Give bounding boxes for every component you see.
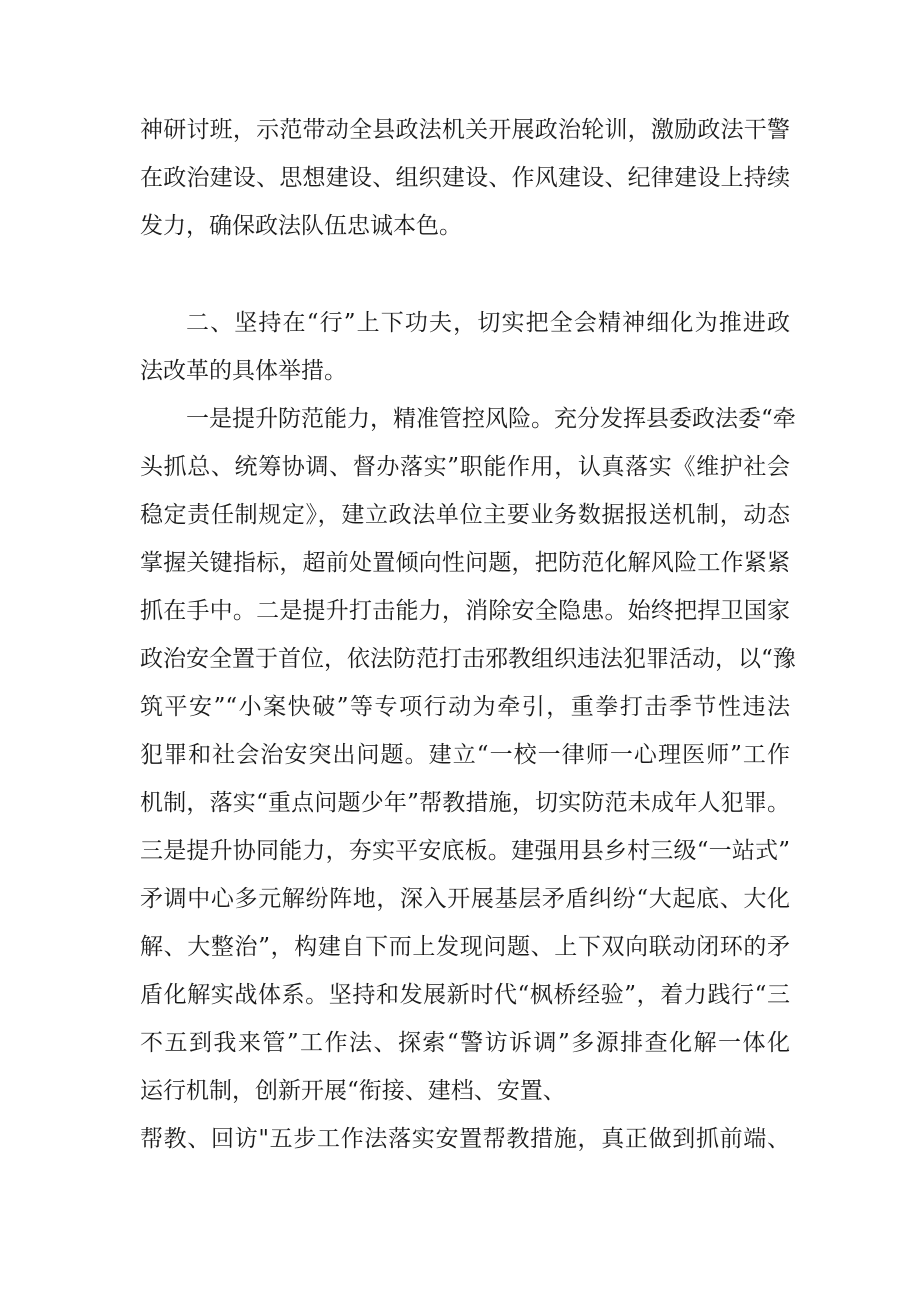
- paragraph-2-line-16: 帮教、回访"五步工作法落实安置帮教措施，真正做到抓前端、: [140, 1126, 790, 1152]
- paragraph-2-line-13: 盾化解实战体系。坚持和发展新时代“枫桥经验”，着力践行“三: [140, 982, 790, 1008]
- section-heading-line-1: 二、坚持在“行”上下功夫，切实把全会精神细化为推进政: [186, 310, 790, 336]
- paragraph-1-line-1: 神研讨班，示范带动全县政法机关开展政治轮训，激励政法干警: [140, 117, 790, 143]
- paragraph-1-line-3: 发力，确保政法队伍忠诚本色。: [140, 213, 462, 239]
- paragraph-2-line-14: 不五到我来管”工作法、探索“警访诉调”多源排查化解一体化: [140, 1030, 790, 1056]
- paragraph-2-line-4: 掌握关键指标，超前处置倾向性问题，把防范化解风险工作紧紧: [140, 550, 790, 576]
- paragraph-2-line-6: 政治安全置于首位，依法防范打击邪教组织违法犯罪活动，以“豫: [140, 646, 796, 672]
- paragraph-2-line-1: 一是提升防范能力，精准管控风险。充分发挥县委政法委“牵: [186, 406, 796, 432]
- paragraph-2-line-8: 犯罪和社会治安突出问题。建立“一校一律师一心理医师”工作: [140, 742, 790, 768]
- paragraph-2-line-2: 头抓总、统筹协调、督办落实”职能作用，认真落实《维护社会: [140, 454, 790, 480]
- paragraph-2-line-5: 抓在手中。二是提升打击能力，消除安全隐患。始终把捍卫国家: [140, 598, 790, 624]
- paragraph-2-line-15: 运行机制，创新开展“衔接、建档、安置、: [140, 1078, 566, 1104]
- paragraph-2-line-9: 机制，落实“重点问题少年”帮教措施，切实防范未成年人犯罪。: [140, 790, 790, 816]
- paragraph-1-line-2: 在政治建设、思想建设、组织建设、作风建设、纪律建设上持续: [140, 165, 790, 191]
- paragraph-2-line-3: 稳定责任制规定》，建立政法单位主要业务数据报送机制，动态: [140, 502, 790, 528]
- paragraph-2-line-7: 筑平安”“小案快破”等专项行动为牵引，重拳打击季节性违法: [140, 694, 790, 720]
- paragraph-2-line-11: 矛调中心多元解纷阵地，深入开展基层矛盾纠纷“大起底、大化: [140, 886, 790, 912]
- paragraph-2-line-12: 解、大整治”，构建自下而上发现问题、上下双向联动闭环的矛: [140, 934, 790, 960]
- section-heading-line-2: 法改革的具体举措。: [140, 358, 347, 384]
- paragraph-2-line-10: 三是提升协同能力，夯实平安底板。建强用县乡村三级“一站式”: [140, 838, 790, 864]
